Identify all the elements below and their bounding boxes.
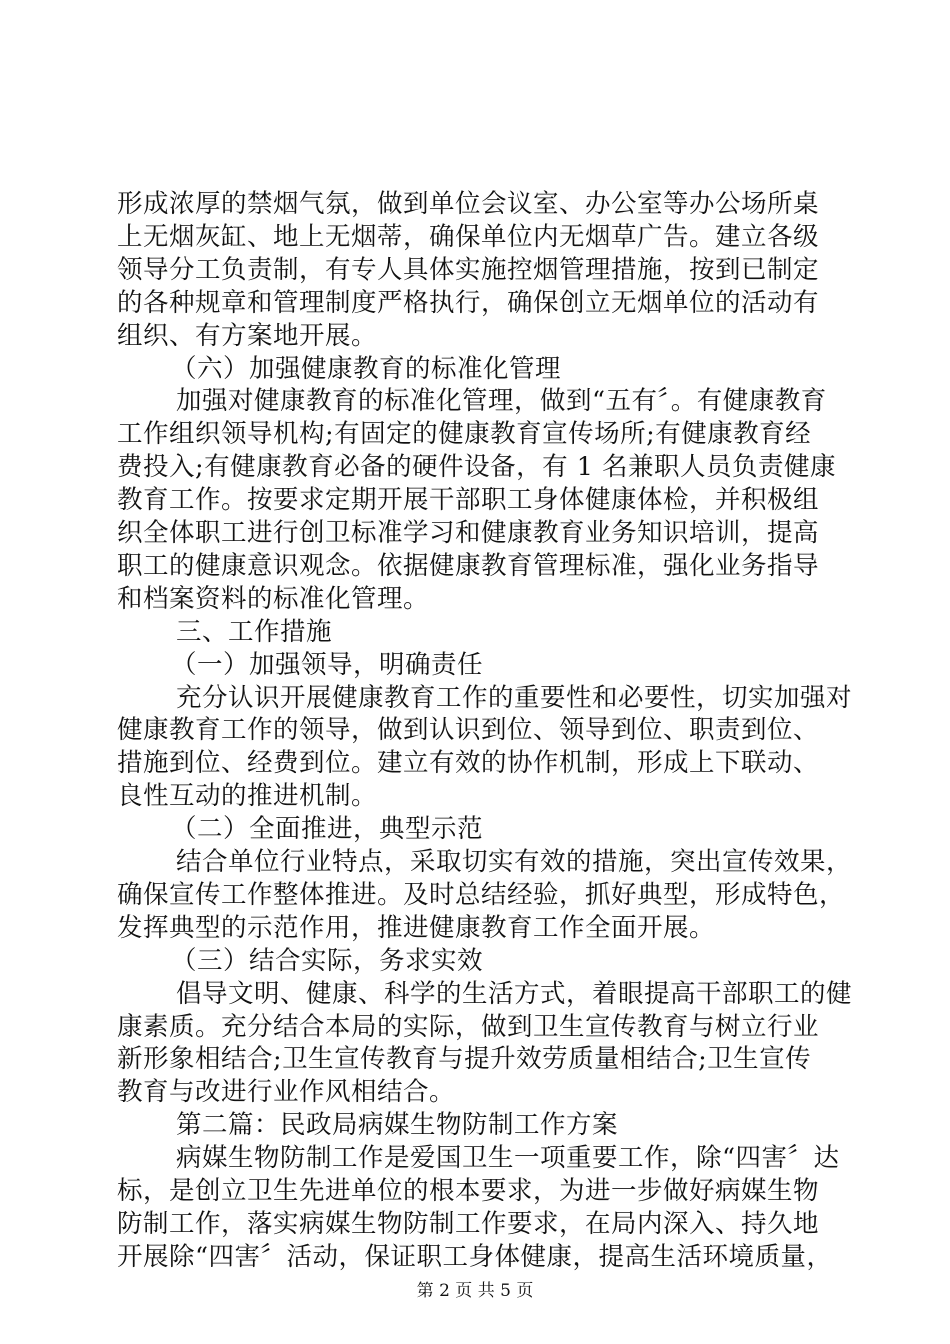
text-line: 加强对健康教育的标准化管理，做到“五有〞。有健康教育 xyxy=(176,386,827,416)
text-line: 措施到位、经费到位。建立有效的协作机制，形成上下联动、 xyxy=(117,748,820,778)
section-heading: （三）结合实际，务求实效 xyxy=(171,946,484,976)
text-line: 康素质。充分结合本局的实际，做到卫生宣传教育与树立行业 xyxy=(117,1012,820,1042)
text-line: 费投入;有健康教育必备的硬件设备，有 1 名兼职人员负责健康 xyxy=(117,452,837,482)
text-line: 工作组织领导机构;有固定的健康教育宣传场所;有健康教育经 xyxy=(117,419,812,449)
text-line: 教育与改进行业作风相结合。 xyxy=(117,1077,456,1107)
text-line: 组织、有方案地开展。 xyxy=(117,321,378,351)
text-line: 防制工作，落实病媒生物防制工作要求，在局内深入、持久地 xyxy=(117,1209,820,1239)
text-line: 健康教育工作的领导，做到认识到位、领导到位、职责到位、 xyxy=(117,715,820,745)
section-heading: （六）加强健康教育的标准化管理 xyxy=(171,354,562,384)
text-line: 领导分工负责制，有专人具体实施控烟管理措施，按到已制定 xyxy=(117,255,820,285)
text-line: 倡导文明、健康、科学的生活方式，着眼提高干部职工的健 xyxy=(176,979,853,1009)
text-line: 的各种规章和管理制度严格执行，确保创立无烟单位的活动有 xyxy=(117,288,820,318)
section-heading: （二）全面推进，典型示范 xyxy=(171,814,484,844)
section-heading: 三、工作措施 xyxy=(176,617,333,647)
text-line: 织全体职工进行创卫标准学习和健康教育业务知识培训，提高 xyxy=(117,518,820,548)
text-line: 形成浓厚的禁烟气氛，做到单位会议室、办公室等办公场所桌 xyxy=(117,189,820,219)
text-line: 上无烟灰缸、地上无烟蒂，确保单位内无烟草广告。建立各级 xyxy=(117,222,820,252)
text-line: 职工的健康意识观念。依据健康教育管理标准，强化业务指导 xyxy=(117,551,820,581)
section-heading: 第二篇：民政局病媒生物防制工作方案 xyxy=(176,1110,619,1140)
text-line: 充分认识开展健康教育工作的重要性和必要性，切实加强对 xyxy=(176,683,853,713)
section-heading: （一）加强领导，明确责任 xyxy=(171,650,484,680)
text-line: 和档案资料的标准化管理。 xyxy=(117,584,430,614)
text-line: 开展除“四害〞活动，保证职工身体健康，提高生活环境质量， xyxy=(117,1242,833,1272)
page-number: 第 2 页 共 5 页 xyxy=(416,1281,534,1301)
text-line: 确保宣传工作整体推进。及时总结经验，抓好典型，形成特色， xyxy=(117,880,846,910)
text-line: 发挥典型的示范作用，推进健康教育工作全面开展。 xyxy=(117,913,716,943)
text-line: 标，是创立卫生先进单位的根本要求，为进一步做好病媒生物 xyxy=(117,1176,820,1206)
text-line: 新形象相结合;卫生宣传教育与提升效劳质量相结合;卫生宣传 xyxy=(117,1044,812,1074)
text-line: 良性互动的推进机制。 xyxy=(117,781,378,811)
page-footer xyxy=(0,1280,950,1302)
text-line: 结合单位行业特点，采取切实有效的措施，突出宣传效果， xyxy=(176,847,853,877)
text-line: 教育工作。按要求定期开展干部职工身体健康体检，并积极组 xyxy=(117,485,820,515)
text-line: 病媒生物防制工作是爱国卫生一项重要工作，除“四害〞达 xyxy=(176,1143,840,1173)
